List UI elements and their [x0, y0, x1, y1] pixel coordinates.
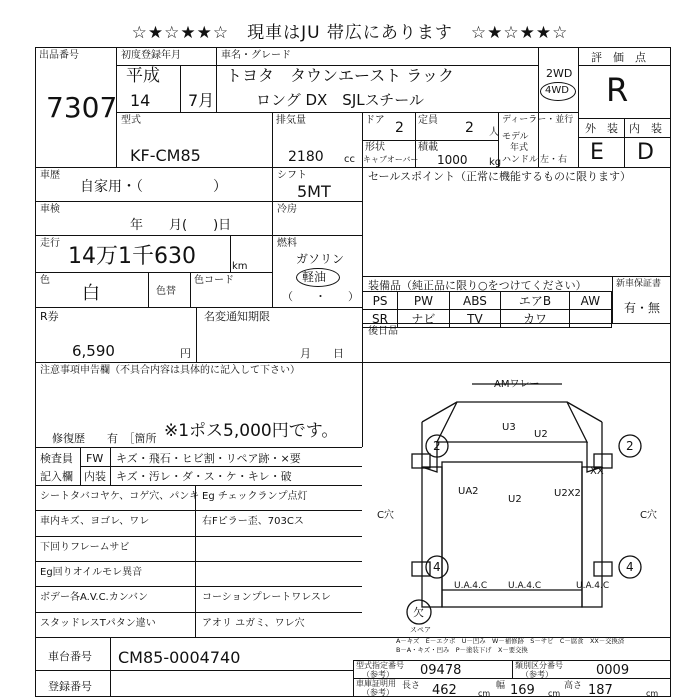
repair-label: 修復歴 有 ［箇所 [52, 432, 157, 445]
registration-era: 平成 [126, 66, 160, 86]
load-value: 1000 [437, 153, 468, 167]
remark-left: スタッドレスTパタン違い [40, 617, 156, 629]
diagram-ua4c-left: U.A.4.C [454, 581, 488, 591]
name-change-label: 名変通知期限 [204, 310, 270, 323]
cert-height-unit: cm [646, 689, 659, 698]
model-name: トヨタ タウンエースト ラック [226, 66, 454, 85]
shape-label: 形状 [365, 142, 385, 153]
recycle-value: 6,590 [72, 342, 115, 360]
model-grade: ロング DX SJLスチール [256, 91, 424, 109]
diagram-legend-2: B－A・キズ・凹み P－塗装下げ X－要交換 [396, 646, 528, 654]
load-unit: kg [489, 157, 502, 168]
equip-leather: カワ [501, 310, 570, 328]
diagram-u3: U3 [502, 422, 516, 433]
inspection-value: 年 月( )日 [130, 218, 232, 233]
post-fit-label: 後日品 [368, 326, 398, 337]
inspector-label: 検査員 [40, 452, 73, 465]
car-history-label: 車歴 [40, 170, 60, 181]
color-change-label: 色替 [156, 286, 176, 297]
diagram-left-hole: C穴 [377, 510, 394, 521]
registration-year: 14 [130, 91, 151, 110]
capacity-label: 定員 [418, 115, 438, 126]
diagram-ua4c-right: U.A.4.C [576, 581, 610, 591]
type-label: 型式 [121, 115, 141, 126]
lot-label: 出品番号 [39, 50, 79, 61]
damage-diagram [362, 362, 671, 660]
remark-right: Eg チェックランプ点灯 [202, 491, 308, 502]
handle-value: 左・右 [540, 155, 568, 165]
fuel-paren: （ ・ ） [282, 290, 359, 303]
remark-left: ボデー各A.V.C.カンバン [40, 592, 149, 604]
shape-value: キャブオーバー [363, 155, 419, 164]
diagram-n4-right: 4 [626, 560, 634, 574]
fuel-gasoline: ガソリン [296, 252, 345, 266]
class-no-label: 類別区分番号 [515, 661, 563, 670]
class-no-value: 0009 [596, 663, 630, 678]
displacement-value: 2180 [288, 149, 324, 165]
inspection-label: 車検 [40, 204, 60, 215]
color-label: 色 [40, 275, 50, 286]
drive-2wd: 2WD [546, 67, 573, 80]
page-title: ☆★☆★★☆ 現車はJU 帯広にあります ☆★☆★★☆ [131, 23, 569, 43]
diagram-spare-label: スペア [410, 626, 431, 634]
mileage-unit: km [232, 261, 248, 272]
name-change-value: 月 日 [300, 347, 344, 360]
displacement-unit: cc [344, 154, 355, 165]
diagram-ua2: UA2 [458, 486, 479, 497]
equip-sr: SR [363, 310, 398, 328]
cert-width-unit: cm [548, 689, 561, 698]
interior-line: キズ・汚レ・ダ・ス・ケ・キレ・破 [116, 470, 292, 483]
spec-no-label: 型式指定番号 [356, 661, 404, 670]
diagram-spare: 欠 [413, 606, 424, 619]
spec-no-value: 09478 [420, 663, 462, 678]
wheel-rl [412, 562, 430, 576]
cert-width-label: 幅 [496, 681, 506, 691]
cert-label: 車庫証明用 [356, 679, 396, 688]
equip-navi: ナビ [398, 310, 450, 328]
diagram-n2-right: 2 [626, 439, 634, 453]
sales-points-label: セールスポイント（正常に機能するものに限ります） [368, 170, 632, 183]
cert-length-label: 長さ [402, 681, 421, 691]
diagram-ua4c-center: U.A.4.C [508, 581, 542, 591]
diagram-u2-center: U2 [508, 494, 522, 505]
equip-pw: PW [398, 292, 450, 310]
frame-no-value: CM85-0004740 [118, 648, 241, 667]
warranty-value: 有・無 [624, 301, 661, 315]
cert-height: 187 [588, 683, 613, 698]
mileage-value: 14万1千630 [68, 244, 196, 269]
wheel-fl [412, 454, 430, 468]
notes-label: 注意事項申告欄（不具合内容は具体的に記入して下さい） [40, 365, 300, 376]
remark-left: 下回りフレームサビ [40, 541, 130, 553]
warranty-label: 新車保証書 [616, 279, 662, 289]
type-value: KF-CM85 [130, 146, 201, 165]
model-label: モデル [502, 132, 529, 142]
check-line: キズ・飛石・ヒビ割・リペア跡・×要 [116, 452, 301, 465]
doors-value: 2 [395, 120, 404, 136]
equip-ps: PS [363, 292, 398, 310]
reg-no-label: 登録番号 [48, 680, 92, 693]
diagram-n4-left: 4 [433, 560, 441, 574]
color-value: 白 [82, 283, 100, 304]
equip-abs: ABS [449, 292, 500, 310]
fw-label: FW [86, 452, 104, 465]
wheel-rr [594, 562, 612, 576]
handle-label: ハンドル [502, 155, 539, 165]
spec-no-sub: （参考） [362, 670, 394, 679]
interior-grade: D [637, 140, 654, 165]
equip-tv: TV [449, 310, 500, 328]
remark-right: アオリ ユガミ、ワレ穴 [202, 617, 305, 629]
fill-label: 記入欄 [40, 470, 73, 483]
cert-length: 462 [432, 683, 457, 698]
frame-no-label: 車台番号 [48, 650, 92, 663]
load-label: 積載 [418, 142, 438, 153]
grade-score: R [606, 71, 629, 109]
cooler-label: 冷房 [277, 204, 297, 215]
remark-left: Eg回りオイルモレ異音 [40, 566, 143, 578]
shift-label: シフト [277, 170, 307, 181]
lot-number: 7307 [46, 91, 118, 124]
doors-label: ドア [365, 115, 385, 126]
dealer-label: ディーラー・並行 [502, 115, 574, 125]
equip-aw: AW [569, 292, 611, 310]
capacity-value: 2 [465, 120, 474, 136]
registration-label: 初度登録年月 [121, 50, 181, 61]
interior-row-label: 内装 [84, 470, 106, 483]
diagram-right-hole: C穴 [640, 510, 657, 521]
capacity-unit: 人 [489, 127, 499, 138]
color-code-label: 色コード [194, 275, 234, 286]
diagram-xx: XX [590, 466, 604, 477]
diagram-legend-1: A－キズ E－エクボ U－凹み W－補修跡 S－サビ C－腐食 XX－交換済 [396, 637, 625, 645]
recycle-unit: 円 [180, 347, 191, 360]
shift-value: 5MT [297, 182, 331, 201]
interior-label: 内 装 [629, 122, 662, 135]
displacement-label: 排気量 [276, 115, 306, 126]
cert-height-label: 高さ [564, 681, 583, 691]
drive-4wd: 4WD [545, 85, 569, 96]
year-label: 年式 [510, 143, 529, 153]
diagram-top-note: AMワレー [494, 379, 540, 390]
class-no-sub: （参考） [521, 670, 553, 679]
recycle-label: R券 [40, 310, 59, 323]
remark-right: 右Fピラー歪、703Cス [202, 516, 304, 528]
grade-label: 評 価 点 [591, 51, 646, 64]
remark-left: シートタバコヤケ、コゲ穴、パンキ [40, 491, 200, 502]
fuel-label: 燃料 [277, 238, 297, 249]
equipment-label: 装備品（純正品に限り○をつけてください） [368, 279, 587, 292]
notes-handwritten: ※1ポス5,000円です。 [164, 421, 339, 441]
equip-airbag: エアB [501, 292, 570, 310]
model-name-label: 車名・グレード [221, 50, 291, 61]
remark-left: 車内キズ、ヨゴレ、ワレ [40, 516, 150, 528]
diagram-n2-left: 2 [433, 439, 441, 453]
diagram-u2-side: U2 [534, 429, 548, 440]
cert-length-unit: cm [478, 689, 491, 698]
exterior-label: 外 装 [585, 122, 618, 135]
car-history-value: 自家用・（ ） [80, 179, 227, 195]
registration-month: 7月 [188, 91, 215, 110]
cert-sub: （参考） [362, 688, 394, 697]
equip-blank [569, 310, 611, 328]
bed-left-gate [422, 467, 442, 607]
mileage-label: 走行 [40, 238, 60, 249]
cert-width: 169 [510, 683, 535, 698]
fuel-diesel: 軽油 [302, 270, 327, 284]
remark-right: コーションプレートワレスレ [202, 592, 331, 604]
diagram-u2x2: U2X2 [554, 488, 581, 499]
exterior-grade: E [590, 140, 604, 165]
